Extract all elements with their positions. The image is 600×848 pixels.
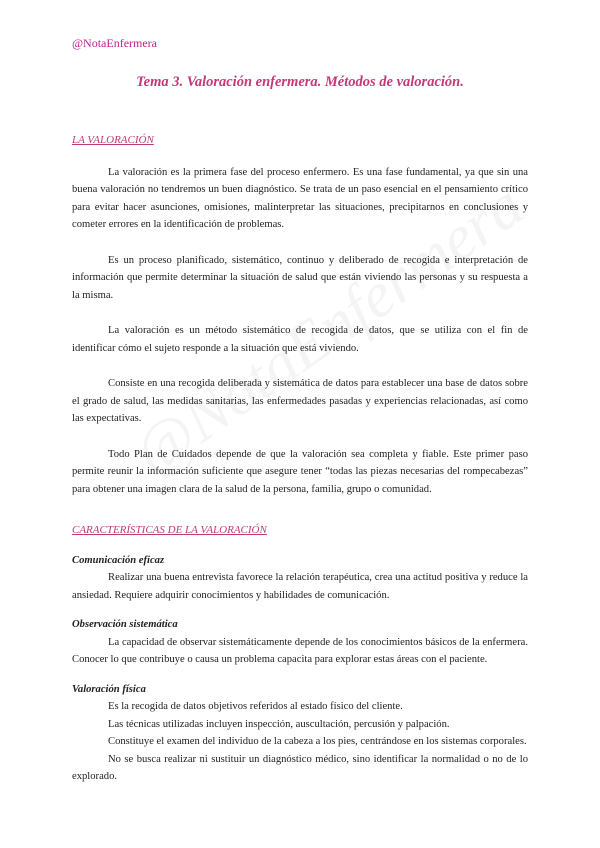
paragraph: La capacidad de observar sistemáticamente depende de los conocimientos básicos de la enfermera. Conocer lo que contribuye o causa un problema capacita para explorar estas áreas con el paciente. [72,636,528,665]
list-line: Constituye el examen del individuo de la cabeza a los pies, centrándose en los sistemas corporales. [108,736,527,747]
section-heading-caracteristicas: CARACTERÍSTICAS DE LA VALORACIÓN [72,524,267,536]
subsection-title: Comunicación eficaz [72,554,165,566]
subsection-comunicacion [72,552,528,605]
author-handle: @NotaEnfermera [72,36,158,50]
paragraph: Consiste en una recogida deliberada y sistemática de datos para establecer una base de datos sobre el grado de salud, las medidas sanitarias, las enfermedades pasadas y experiencias relacionadas, así como las expectativas. [72,378,528,424]
document-body [72,132,528,798]
subsection-title: Observación sistemática [72,619,178,630]
paragraph: La valoración es la primera fase del proceso enfermero. Es una fase fundamental, ya que sin una buena valoración no tendremos un buen diagnóstico. Se trata de un paso esencial en el pensamiento crítico para evitar hacer asunciones, omisiones, malinterpretar las situaciones, precipitarnos en conclusiones y cometer errores en la identificación de problemas. [72,166,528,230]
list-line: Las técnicas utilizadas incluyen inspección, auscultación, percusión y palpación. [108,718,450,730]
subsection-title: Valoración física [72,683,146,695]
list-line: Es la recogida de datos objetivos referidos al estado físico del cliente. [108,701,403,712]
subsection-fisica [72,681,528,786]
subsection-observacion [72,616,528,669]
page-title: Tema 3. Valoración enfermera. Métodos de valoración. [136,74,464,90]
paragraph: Realizar una buena entrevista favorece la relación terapéutica, crea una actitud positiva y reduce la ansiedad. Requiere adquirir conocimientos y habilidades de comunicación. [72,572,528,601]
paragraph: La valoración es un método sistemático de recogida de datos, que se utiliza con el fin de identificar cómo el sujeto responde a la situación que está viviendo. [72,325,528,354]
paragraph: Es un proceso planificado, sistemático, continuo y deliberado de recogida e interpretación de información que permite determinar la situación de salud que están viviendo las personas y su respuesta a la misma. [72,254,528,301]
section-heading-valoracion: LA VALORACIÓN [72,134,154,146]
paragraph: No se busca realizar ni sustituir un diagnóstico médico, sino identificar la normalidad o no de lo explorado. [72,753,528,782]
paragraph: Todo Plan de Cuidados depende de que la valoración sea completa y fiable. Este primer paso permite reunir la información suficiente que asegure tener “todas las piezas necesarias del rompecabezas” para obtener una imagen clara de la salud de la persona, familia, grupo o comunidad. [72,448,528,495]
